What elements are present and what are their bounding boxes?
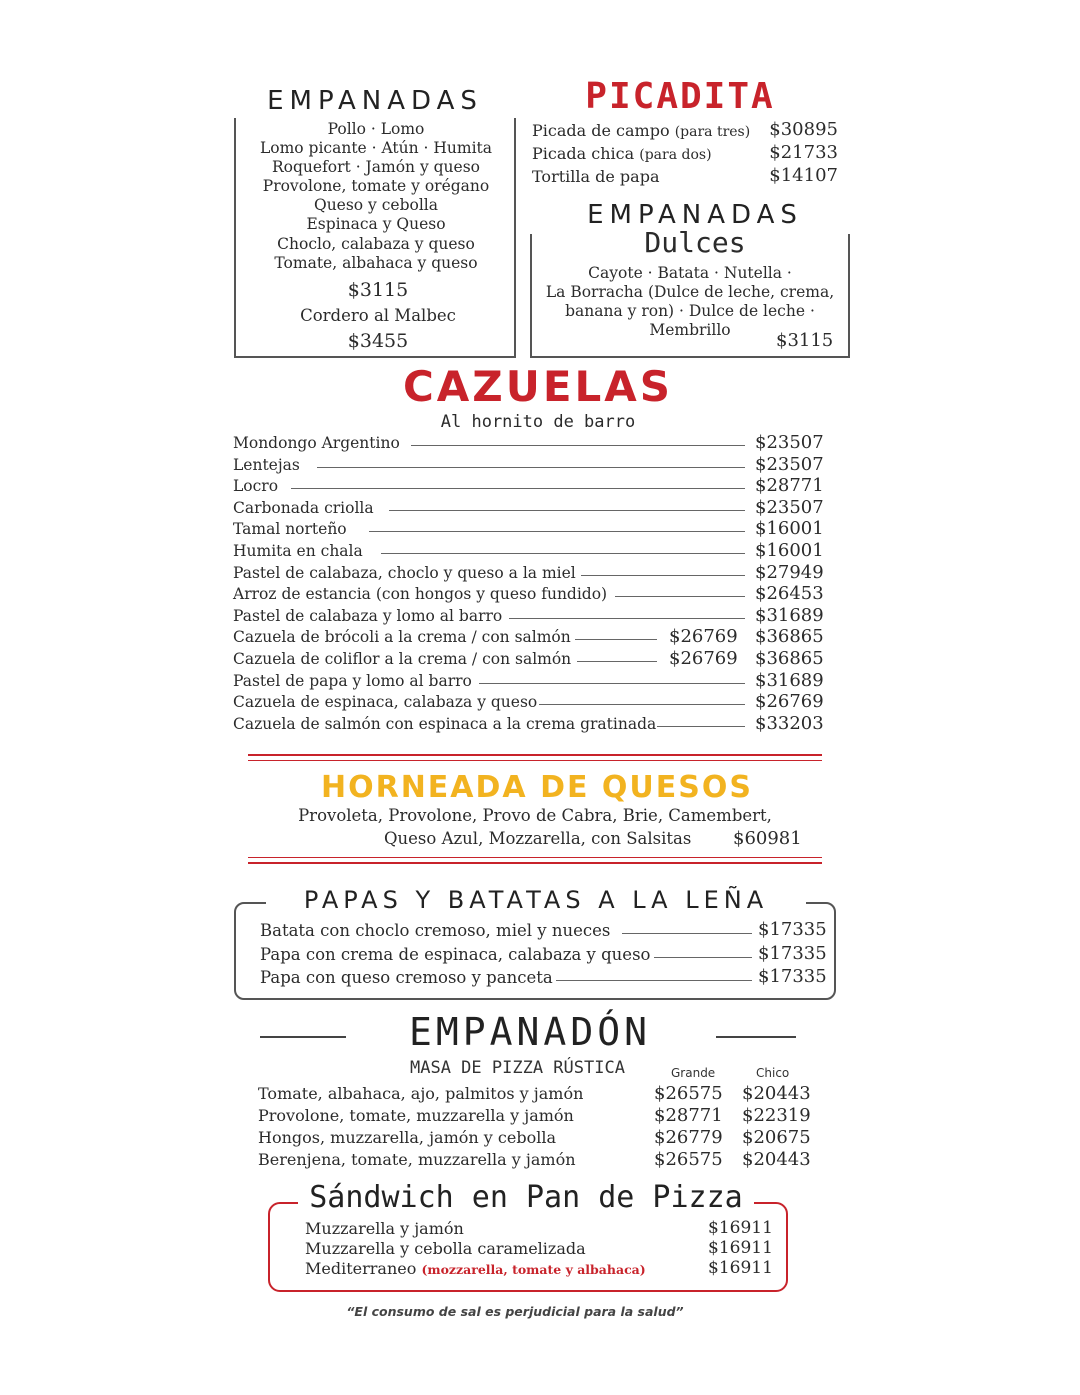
cazuela-name: Locro xyxy=(233,477,279,496)
sandwich-item-note: (mozzarella, tomate y albahaca) xyxy=(421,1262,646,1277)
empanadon-col-small: Chico xyxy=(756,1066,790,1080)
picadita-item-price: $21733 xyxy=(769,142,838,163)
picadita-item-name: Tortilla de papa xyxy=(532,167,660,186)
cazuela-price: $23507 xyxy=(755,453,824,475)
papas-list xyxy=(260,920,832,992)
cazuela-row xyxy=(233,583,833,605)
sandwich-item-name: Muzzarella y jamón xyxy=(305,1219,464,1238)
empanadas-flavor: Pollo · Lomo xyxy=(327,120,425,138)
empanadas-flavor: Tomate, albahaca y queso xyxy=(274,253,478,272)
empanadon-list xyxy=(258,1083,818,1175)
cazuelas-list xyxy=(233,432,833,742)
cazuela-row xyxy=(233,713,833,735)
empanadon-row xyxy=(258,1083,818,1105)
cazuela-row xyxy=(233,691,833,713)
cazuela-row xyxy=(233,518,833,540)
empanadas-dulces-title: EMPANADAS xyxy=(587,200,803,230)
sandwich-item-name: Mediterraneo xyxy=(305,1259,417,1278)
cazuela-name: Carbonada criolla xyxy=(233,498,374,517)
papas-row xyxy=(260,944,832,968)
papas-row xyxy=(260,967,832,991)
papas-item-price: $17335 xyxy=(758,943,827,964)
empanadon-item-small: $22319 xyxy=(742,1105,811,1126)
cazuela-row xyxy=(233,454,833,476)
picadita-item-name: Picada chica xyxy=(532,144,635,163)
papas-item-name: Batata con choclo cremoso, miel y nueces xyxy=(260,921,611,940)
cazuela-row xyxy=(233,475,833,497)
empanadas-flavor: Queso y cebolla xyxy=(313,196,439,215)
empanadon-row xyxy=(258,1149,818,1171)
sandwich-row xyxy=(305,1218,775,1239)
empanadas-flavor: Espinaca y Queso xyxy=(306,215,446,234)
cazuela-name: Pastel de calabaza, choclo y queso a la miel xyxy=(233,563,576,582)
cazuela-price: $16001 xyxy=(755,518,824,540)
papas-item-name: Papa con queso cremoso y panceta xyxy=(260,968,553,987)
empanadon-item-name: Provolone, tomate, muzzarella y jamón xyxy=(258,1106,574,1125)
empanadas-dulces-line: banana y ron) · Dulce de leche · xyxy=(565,302,815,320)
empanadon-col-large: Grande xyxy=(671,1066,716,1080)
picadita-item xyxy=(532,144,844,166)
cazuela-alt-price: $26769 xyxy=(669,626,738,648)
empanadon-left-rule xyxy=(260,1036,346,1038)
empanadas-special-name: Cordero al Malbec xyxy=(300,306,456,325)
cazuela-price: $26769 xyxy=(755,691,824,713)
cazuela-name: Lentejas xyxy=(233,455,300,474)
empanadon-item-name: Berenjena, tomate, muzzarella y jamón xyxy=(258,1150,576,1169)
footer-note: “El consumo de sal es perjudicial para la salud” xyxy=(346,1304,684,1319)
empanadon-right-rule xyxy=(716,1036,796,1038)
sandwich-item-name: Muzzarella y cebolla caramelizada xyxy=(305,1239,586,1258)
cazuela-price: $31689 xyxy=(755,669,824,691)
cazuela-price: $33203 xyxy=(755,712,824,734)
empanadas-special-price: $3455 xyxy=(347,330,409,352)
empanadon-item-small: $20443 xyxy=(742,1149,811,1170)
empanadon-item-small: $20443 xyxy=(742,1083,811,1104)
cazuela-name: Pastel de papa y lomo al barro xyxy=(233,671,472,690)
cazuela-name: Tamal norteño xyxy=(233,520,347,539)
cazuela-row xyxy=(233,562,833,584)
cazuela-name: Cazuela de salmón con espinaca a la crema gratinada xyxy=(233,714,657,733)
cazuela-row xyxy=(233,605,833,627)
picadita-item-note: (para dos) xyxy=(639,147,712,163)
empanadon-item-name: Hongos, muzzarella, jamón y cebolla xyxy=(258,1128,556,1147)
empanadon-title: EMPANADÓN xyxy=(409,1010,651,1054)
empanadas-dulces-list xyxy=(532,264,848,340)
cazuela-row xyxy=(233,540,833,562)
picadita-item xyxy=(532,121,844,143)
horneada-bottom-rule-thin xyxy=(248,857,822,858)
picadita-item-note: (para tres) xyxy=(674,124,751,140)
cazuela-name: Mondongo Argentino xyxy=(233,434,400,452)
empanadas-flavor: Lomo picante · Atún · Humita xyxy=(259,139,493,158)
cazuela-name: Cazuela de brócoli a la crema / con salmón xyxy=(233,628,571,647)
empanadas-flavor: Roquefort · Jamón y queso xyxy=(271,158,480,177)
empanadon-item-small: $20675 xyxy=(742,1127,811,1148)
horneada-top-rule-thin xyxy=(248,760,822,761)
cazuela-name: Arroz de estancia (con hongos y queso fundido) xyxy=(233,585,608,604)
cazuela-name: Cazuela de espinaca, calabaza y queso xyxy=(233,693,538,712)
picadita-title: PICADITA xyxy=(585,76,775,117)
empanadas-flavor-list xyxy=(240,120,512,273)
picadita-item-price: $30895 xyxy=(769,119,838,140)
cazuelas-title: CAZUELAS xyxy=(402,362,674,411)
cazuela-row xyxy=(233,670,833,692)
cazuelas-subtitle: Al hornito de barro xyxy=(440,412,636,432)
cazuela-price: $27949 xyxy=(755,561,824,583)
cazuela-row xyxy=(233,432,833,454)
empanadon-subtitle: MASA DE PIZZA RÚSTICA xyxy=(410,1058,625,1078)
empanadas-dulces-line: Membrillo xyxy=(649,321,731,339)
papas-item-price: $17335 xyxy=(758,966,827,987)
picadita-item xyxy=(532,167,844,189)
cazuela-price: $16001 xyxy=(755,540,824,561)
cazuela-name: Cazuela de coliflor a la crema / con salmón xyxy=(233,650,572,668)
empanadas-price: $3115 xyxy=(347,279,409,301)
sandwich-title: Sándwich en Pan de Pizza xyxy=(298,1180,754,1215)
cazuela-price: $23507 xyxy=(755,432,824,453)
empanadon-row xyxy=(258,1105,818,1127)
cazuela-price: $26453 xyxy=(755,583,824,605)
empanadon-item-large: $28771 xyxy=(654,1105,723,1126)
papas-item-name: Papa con crema de espinaca, calabaza y queso xyxy=(260,945,651,964)
sandwich-list xyxy=(305,1218,775,1284)
cazuela-price: $28771 xyxy=(755,475,824,497)
horneada-top-rule xyxy=(248,754,822,756)
cazuela-price: $36865 xyxy=(755,626,824,648)
picadita-item-price: $14107 xyxy=(769,165,838,186)
horneada-line1: Provoleta, Provolone, Provo de Cabra, Brie, Camembert, xyxy=(298,806,772,825)
empanadas-flavor: Choclo, calabaza y queso xyxy=(277,234,475,253)
empanadon-item-large: $26779 xyxy=(654,1127,723,1148)
empanadas-dulces-line: Cayote · Batata · Nutella · xyxy=(588,264,792,282)
empanadon-item-large: $26575 xyxy=(654,1149,723,1170)
horneada-bottom-rule xyxy=(248,862,822,864)
empanadas-dulces-subtitle: Dulces xyxy=(644,226,746,259)
cazuela-row xyxy=(233,497,833,519)
cazuela-price: $31689 xyxy=(755,604,824,626)
cazuela-alt-price: $26769 xyxy=(669,648,738,669)
cazuela-name: Pastel de calabaza y lomo al barro xyxy=(233,606,503,625)
empanadas-title: EMPANADAS xyxy=(267,86,483,116)
cazuela-price: $23507 xyxy=(755,496,824,518)
sandwich-item-price: $16911 xyxy=(708,1238,773,1258)
cazuela-name: Humita en chala xyxy=(233,542,363,560)
horneada-title: HORNEADA DE QUESOS xyxy=(320,770,753,805)
empanadas-flavor: Provolone, tomate y orégano xyxy=(262,177,490,196)
sandwich-row xyxy=(305,1258,775,1279)
empanadon-item-name: Tomate, albahaca, ajo, palmitos y jamón xyxy=(258,1084,584,1103)
horneada-price: $60981 xyxy=(733,828,802,849)
sandwich-item-price: $16911 xyxy=(708,1218,773,1238)
cazuela-row xyxy=(233,648,833,670)
empanadas-dulces-line: La Borracha (Dulce de leche, crema, xyxy=(545,283,835,301)
empanadon-item-large: $26575 xyxy=(654,1083,723,1104)
papas-item-price: $17335 xyxy=(758,919,827,940)
cazuela-price: $36865 xyxy=(755,648,824,669)
sandwich-row xyxy=(305,1238,775,1259)
empanadon-row xyxy=(258,1127,818,1149)
papas-title: PAPAS Y BATATAS A LA LEÑA xyxy=(266,886,806,914)
picadita-item-name: Picada de campo xyxy=(532,121,670,140)
empanadas-dulces-price: $3115 xyxy=(776,330,834,351)
cazuela-row xyxy=(233,626,833,648)
horneada-line2: Queso Azul, Mozzarella, con Salsitas xyxy=(384,829,692,848)
sandwich-item-price: $16911 xyxy=(708,1258,773,1278)
papas-row xyxy=(260,920,832,944)
